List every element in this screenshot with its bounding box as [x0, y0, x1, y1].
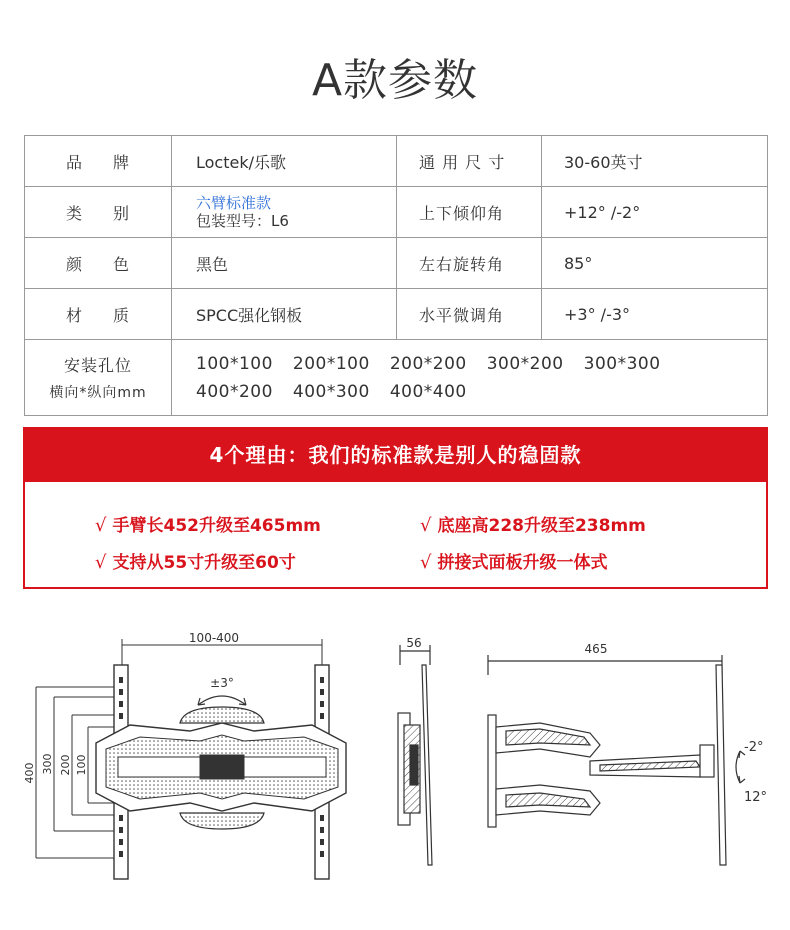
reason-item: √ 拼接式面板升级一体式 — [420, 552, 608, 573]
brand-value: Loctek/乐歌 — [172, 136, 397, 187]
extended-view — [488, 655, 745, 865]
type-label: 类 别 — [25, 187, 172, 238]
check-icon: √ — [95, 552, 107, 573]
depth-label: 56 — [406, 636, 422, 650]
spec-row-brand — [25, 136, 768, 187]
type-model-link[interactable]: 六臂标准款 — [196, 194, 272, 212]
check-icon: √ — [420, 515, 432, 536]
side-view — [398, 645, 432, 865]
height-400-label: 400 — [23, 762, 36, 784]
page-title: A款参数 — [311, 55, 479, 106]
check-icon: √ — [420, 552, 432, 573]
spec-row-color — [25, 238, 768, 289]
material-label: 材 质 — [25, 289, 172, 340]
reason-item: √ 底座高228升级至238mm — [420, 515, 646, 536]
reasons-header: 4个理由：我们的标准款是别人的稳固款 — [25, 429, 766, 482]
width-range-label: 100-400 — [188, 631, 240, 645]
holes-label: 安装孔位 横向*纵向mm — [25, 340, 172, 416]
size-value: 30-60英寸 — [542, 136, 768, 187]
rotate-label: ±3° — [210, 676, 234, 690]
material-value: SPCC强化钢板 — [172, 289, 397, 340]
holes-row-2: 400*200 400*300 400*400 — [196, 381, 467, 402]
reason-item: √ 支持从55寸升级至60寸 — [95, 552, 296, 573]
package-model: 包装型号：L6 — [196, 212, 289, 230]
spec-table — [24, 135, 768, 416]
spec-row-type — [25, 187, 768, 238]
dimension-drawing — [0, 615, 790, 885]
spec-row-material — [25, 289, 768, 340]
extend-label: 465 — [584, 642, 608, 656]
reason-item: √ 手臂长452升级至465mm — [95, 515, 321, 536]
spec-row-holes — [25, 340, 768, 416]
check-icon: √ — [95, 515, 107, 536]
height-200-label: 200 — [59, 754, 72, 776]
color-label: 颜 色 — [25, 238, 172, 289]
brand-label: 品 牌 — [25, 136, 172, 187]
size-label: 通 用 尺 寸 — [397, 136, 542, 187]
height-300-label: 300 — [41, 753, 54, 775]
reasons-box — [23, 427, 768, 589]
tilt-label: 上下倾仰角 — [397, 187, 542, 238]
type-value — [172, 187, 397, 238]
holes-value — [172, 340, 768, 416]
height-100-label: 100 — [75, 754, 88, 776]
tilt-value: +12° /-2° — [542, 187, 768, 238]
tilt-up-label: -2° — [744, 740, 764, 755]
color-value: 黑色 — [172, 238, 397, 289]
holes-row-1: 100*100 200*100 200*200 300*200 300*300 — [196, 353, 661, 374]
swivel-label: 左右旋转角 — [397, 238, 542, 289]
swivel-value: 85° — [542, 238, 768, 289]
level-value: +3° /-3° — [542, 289, 768, 340]
tilt-down-label: 12° — [744, 790, 768, 805]
level-label: 水平微调角 — [397, 289, 542, 340]
